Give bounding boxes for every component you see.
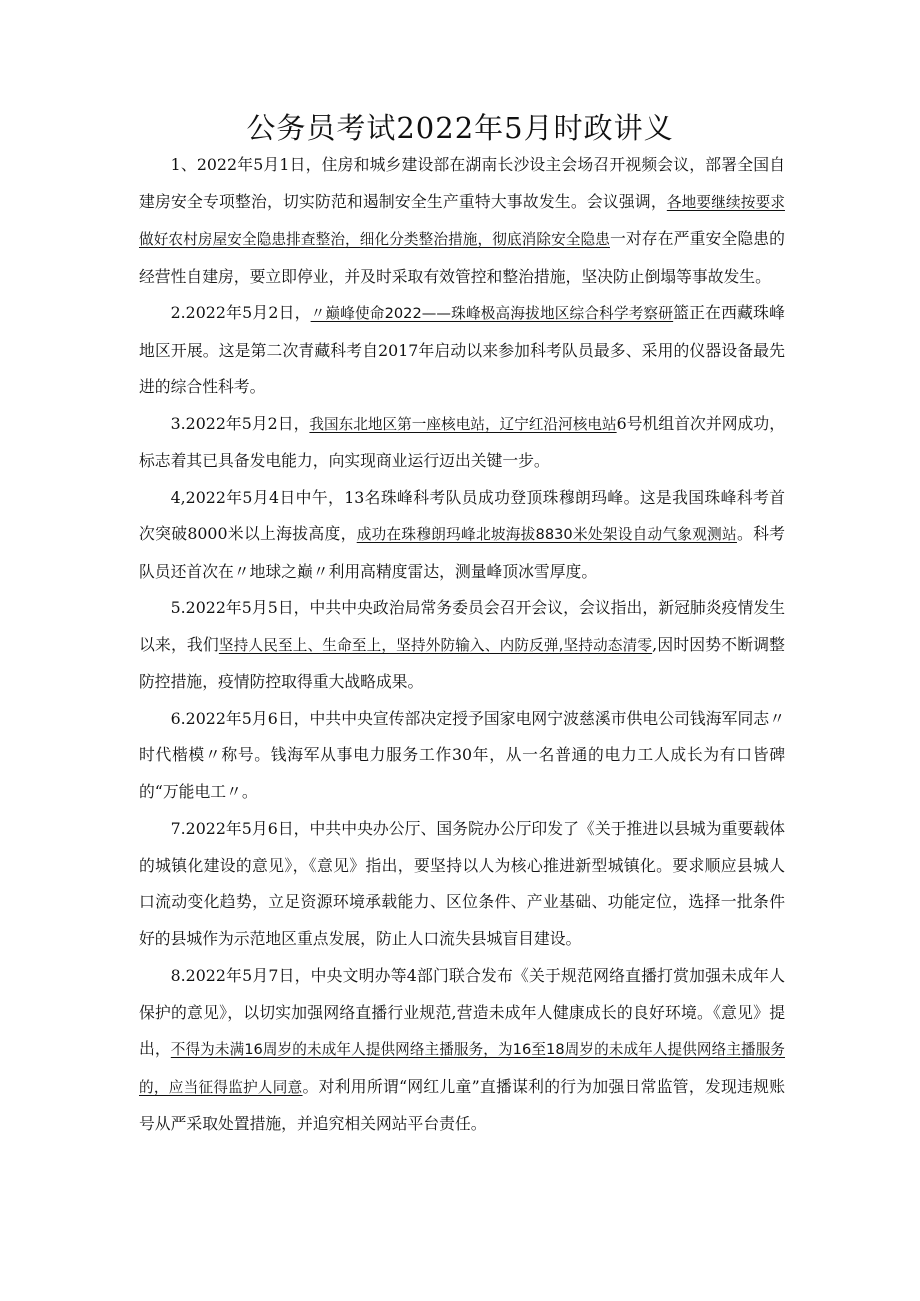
news-item-text: 篮正在西藏珠峰地区开展。这是第二次青藏科考自2017年启动以来参加科考队员最多、采用的仪器设备最先进的综合性科考。: [139, 303, 785, 396]
news-item-text: 。对利用所谓“网红儿童”直播谋利的行为加强日常监管，发现违规账号从严采取处置措施，并追究相关网站平台责任。: [139, 1076, 785, 1133]
news-item-text: 6号机组首次并网成功，标志着其已具备发电能力，向实现商业运行迈出关键一步。: [139, 413, 785, 470]
news-item-highlight: 〃巅峰使命2022——珠峰极高海拔地区综合科学考察研: [310, 305, 674, 322]
news-item-highlight: 我国东北地区第一座核电站，辽宁红沿河核电站: [309, 415, 617, 433]
news-item-text: 3.2022年5月2日，: [170, 413, 310, 433]
news-item-text: 。科考队员还首次在〃地球之巅〃利用高精度雷达，测量峰顶冰雪厚度。: [139, 524, 785, 581]
news-item-7: [139, 811, 785, 958]
news-item-highlight: 坚持人民至上、生命至上，坚持外防输入、内防反弹,坚持动态清零: [218, 636, 653, 654]
news-item-text: 2.2022年5月2日，: [170, 303, 311, 322]
news-item-6: [139, 701, 785, 812]
news-item-8: [139, 958, 785, 1143]
news-item-highlight: 成功在珠穆朗玛峰北坡海拔8830米处架设自动气象观测站: [356, 526, 737, 543]
news-item-text: 4,2022年5月4日中午，13名珠峰科考队员成功登顶珠穆朗玛峰。这是我国珠峰科考首次突破8000米以上海拔高度，: [139, 487, 785, 543]
news-item-2: [139, 295, 785, 406]
news-item-text: 一对存在严重安全隐患的经营性自建房，要立即停业，并及时采取有效管控和整治措施，坚决防止倒塌等事故发生。: [139, 229, 785, 286]
document-title: 公务员考试2022年5月时政讲义: [246, 111, 674, 145]
news-item-5: [139, 590, 785, 701]
news-item-text: 7.2022年5月6日，中共中央办公厅、国务院办公厅印发了《关于推进以县城为重要载体的城镇化建设的意见》，《意见》指出，要坚持以人为核心推进新型城镇化。要求顺应县城人口流动变化趋势，立足资源环境承载能力、区位条件、产业基础、功能定位，选择一批条件好的县城作为示范地区重点发展，防止人口流失县城盲目建设。: [139, 819, 785, 948]
news-item-4: [139, 480, 785, 591]
document-body: [139, 147, 785, 1143]
news-item-highlight: 不得为未满16周岁的未成年人提供网络主播服务，为16至18周岁的未成年人提供网络主播服务的，应当征得监护人同意: [139, 1041, 785, 1096]
news-item-1: [139, 147, 785, 295]
news-item-text: 5.2022年5月5日，中共中央政治局常务委员会召开会议，会议指出，新冠肺炎疫情发生以来，我们: [139, 598, 785, 654]
news-item-highlight: 各地要继续按要求做好农村房屋安全隐患排查整治，细化分类整治措施，彻底消除安全隐患: [139, 193, 785, 248]
news-item-text: 8.2022年5月7日，中央文明办等4部门联合发布《关于规范网络直播打赏加强未成年人保护的意见》，以切实加强网络直播行业规范,营造未成年人健康成长的良好环境。《意见》提出，: [139, 966, 785, 1058]
news-item-text: 1、2022年5月1日，住房和城乡建设部在湖南长沙设主会场召开视频会议，部署全国自建房安全专项整治，切实防范和遏制安全生产重特大事故发生。会议强调，: [139, 155, 785, 211]
news-item-text: 6.2022年5月6日，中共中央宣传部决定授予国家电网宁波慈溪市供电公司钱海军同志〃时代楷模〃称号。钱海军从事电力服务工作30年，从一名普通的电力工人成长为有口皆碑的“万能电工〃。: [139, 708, 785, 801]
news-item-text: ,因时因势不断调整防控措施，疫情防控取得重大战略成果。: [139, 634, 785, 691]
news-item-3: [139, 406, 785, 480]
